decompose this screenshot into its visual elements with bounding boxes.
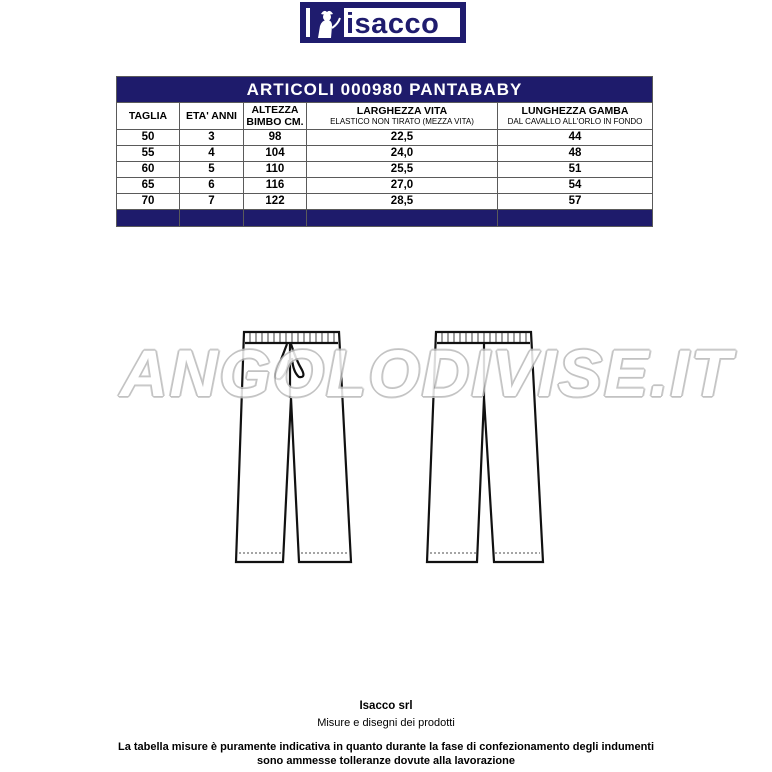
company-subtitle: Misure e disegni dei prodotti: [317, 717, 455, 729]
table-cell: 4: [180, 146, 244, 162]
table-cell: 48: [498, 146, 653, 162]
table-row: [117, 130, 653, 146]
disclaimer-line-1: La tabella misure è puramente indicativa in quanto durante la fase di confezionamento degli indumenti: [117, 741, 655, 753]
column-header-label: ETA' ANNI: [186, 110, 237, 122]
table-row: [117, 194, 653, 210]
table-cell: 70: [117, 194, 180, 210]
table-cell: 51: [498, 162, 653, 178]
table-cell: 65: [117, 178, 180, 194]
table-cell: 22,5: [307, 130, 498, 146]
table-cell: 25,5: [307, 162, 498, 178]
table-footer-bar: [117, 210, 653, 227]
table-cell: 50: [117, 130, 180, 146]
column-header-sublabel: ELASTICO NON TIRATO (MEZZA VITA): [330, 117, 474, 126]
table-cell: 24,0: [307, 146, 498, 162]
table-row: [117, 162, 653, 178]
logo-text: isacco: [346, 8, 440, 40]
column-header: [244, 103, 307, 130]
table-cell: 55: [117, 146, 180, 162]
table-title: ARTICOLI 000980 PANTABABY: [117, 77, 653, 103]
column-header: [307, 103, 498, 130]
size-table: [116, 76, 653, 227]
table-cell: 6: [180, 178, 244, 194]
table-cell: 110: [244, 162, 307, 178]
watermark: ANGOLODIVISE.IT: [120, 336, 734, 410]
table-cell: 28,5: [307, 194, 498, 210]
column-header: [117, 103, 180, 130]
column-header-label: LARGHEZZA VITA: [356, 105, 448, 117]
disclaimer-line-2: sono ammesse tolleranze dovute alla lavorazione: [257, 755, 515, 767]
table-cell: 5: [180, 162, 244, 178]
column-header-label: LUNGHEZZA GAMBA: [521, 105, 629, 117]
column-header: [180, 103, 244, 130]
table-cell: 57: [498, 194, 653, 210]
table-cell: 122: [244, 194, 307, 210]
table-cell: 7: [180, 194, 244, 210]
table-cell: 60: [117, 162, 180, 178]
table-cell: 98: [244, 130, 307, 146]
table-cell: 104: [244, 146, 307, 162]
table-cell: 27,0: [307, 178, 498, 194]
chef-icon: [310, 8, 344, 41]
table-row: [117, 146, 653, 162]
isacco-logo: [300, 2, 466, 43]
table-cell: 44: [498, 130, 653, 146]
disclaimer: [0, 740, 772, 768]
table-cell: 3: [180, 130, 244, 146]
column-header-sublabel: DAL CAVALLO ALL'ORLO IN FONDO: [507, 117, 643, 126]
table-row: [117, 178, 653, 194]
table-cell: 54: [498, 178, 653, 194]
company-name: Isacco srl: [359, 700, 413, 712]
column-header-label: ALTEZZA BIMBO CM.: [246, 104, 304, 128]
column-header-label: TAGLIA: [128, 110, 168, 122]
table-cell: 116: [244, 178, 307, 194]
column-header: [498, 103, 653, 130]
